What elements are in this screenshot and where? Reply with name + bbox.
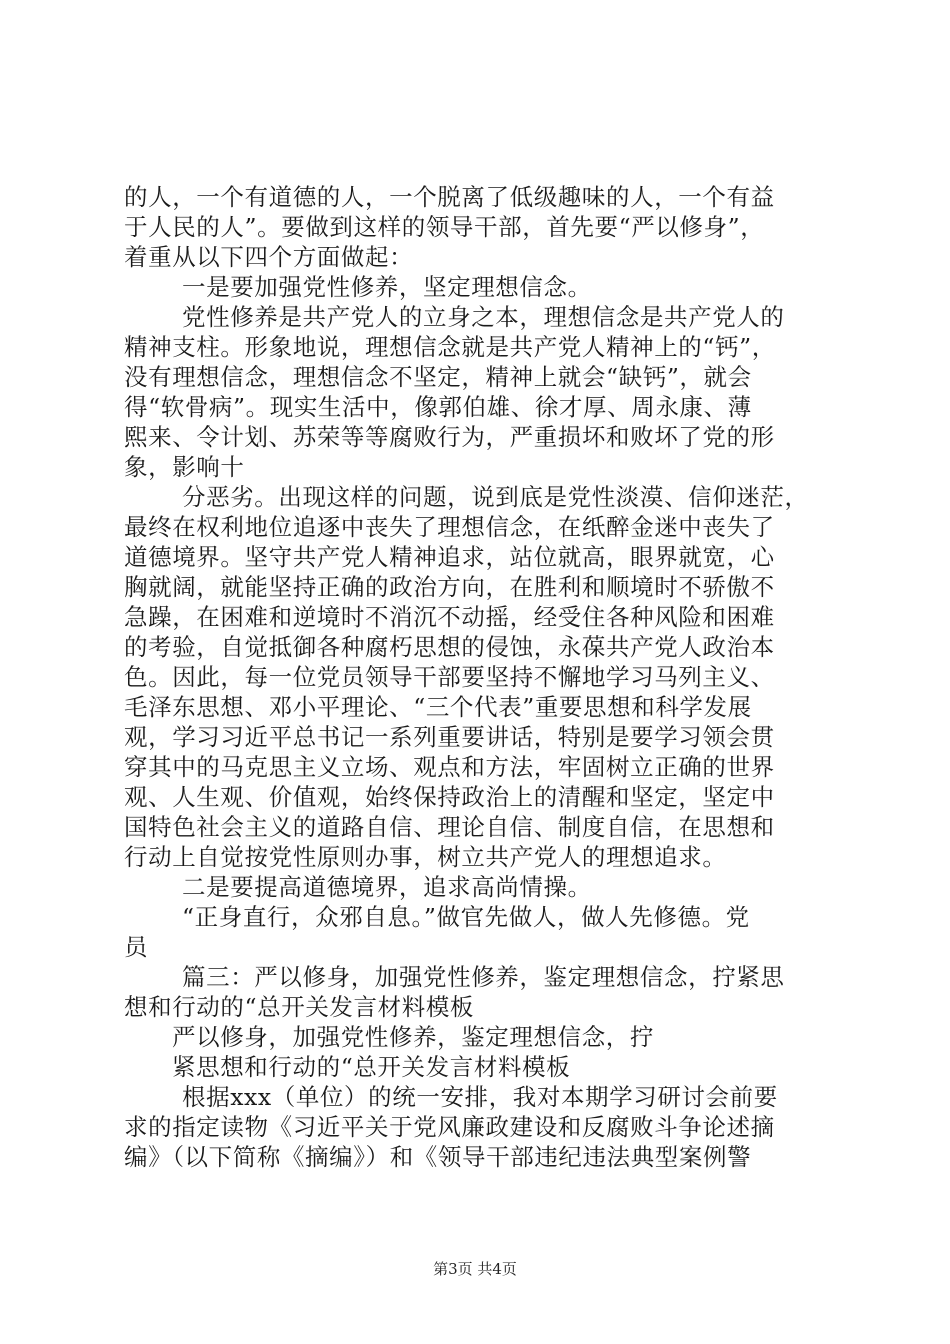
page-number-footer: 第3页 共4页 bbox=[433, 1260, 517, 1278]
article-title: 想和行动的“总开关发言材料模板 bbox=[124, 993, 475, 1021]
text-line: 没有理想信念，理想信念不坚定，精神上就会“缺钙”，就会 bbox=[124, 363, 752, 391]
text-line: 毛泽东思想、邓小平理论、“三个代表”重要思想和科学发展 bbox=[124, 693, 752, 721]
text-line: 于人民的人”。要做到这样的领导干部，首先要“严以修身”， bbox=[124, 213, 765, 241]
text-line: 根据xxx（单位）的统一安排，我对本期学习研讨会前要 bbox=[182, 1083, 778, 1111]
text-line: 求的指定读物《习近平关于党风廉政建设和反腐败斗争论述摘 bbox=[124, 1113, 775, 1141]
text-line: 道德境界。坚守共产党人精神追求，站位就高，眼界就宽，心 bbox=[124, 543, 775, 571]
text-line: 分恶劣。出现这样的问题，说到底是党性淡漠、信仰迷茫， bbox=[182, 483, 809, 511]
text-line: 党性修养是共产党人的立身之本，理想信念是共产党人的 bbox=[182, 303, 785, 331]
text-line: 着重从以下四个方面做起： bbox=[124, 243, 414, 271]
text-line: 得“软骨病”。现实生活中，像郭伯雄、徐才厚、周永康、薄 bbox=[124, 393, 752, 421]
text-line: 行动上自觉按党性原则办事，树立共产党人的理想追求。 bbox=[124, 843, 727, 871]
text-line: 胸就阔，就能坚持正确的政治方向，在胜利和顺境时不骄傲不 bbox=[124, 573, 775, 601]
text-line: 熙来、令计划、苏荣等等腐败行为，严重损坏和败坏了党的形 bbox=[124, 423, 775, 451]
text-line: 穿其中的马克思主义立场、观点和方法，牢固树立正确的世界 bbox=[124, 753, 775, 781]
text-line: 色。因此，每一位党员领导干部要坚持不懈地学习马列主义、 bbox=[124, 663, 775, 691]
text-line: 观、人生观、价值观，始终保持政治上的清醒和坚定，坚定中 bbox=[124, 783, 775, 811]
text-line: 国特色社会主义的道路自信、理论自信、制度自信，在思想和 bbox=[124, 813, 775, 841]
text-line: “正身直行，众邪自息。”做官先做人，做人先修德。党 bbox=[182, 903, 750, 931]
text-line: 的人，一个有道德的人，一个脱离了低级趣味的人，一个有益 bbox=[124, 183, 775, 211]
text-line: 的考验，自觉抵御各种腐朽思想的侵蚀，永葆共产党人政治本 bbox=[124, 633, 775, 661]
subtitle-line: 紧思想和行动的“总开关发言材料模板 bbox=[172, 1053, 571, 1081]
article-title: 篇三：严以修身，加强党性修养，鉴定理想信念，拧紧思 bbox=[182, 963, 785, 991]
section-heading: 一是要加强党性修养，坚定理想信念。 bbox=[182, 273, 592, 301]
text-line: 员 bbox=[124, 933, 149, 961]
text-line: 编》（以下简称《摘编》）和《领导干部违纪违法典型案例警 bbox=[124, 1143, 752, 1171]
text-line: 精神支柱。形象地说，理想信念就是共产党人精神上的“钙”， bbox=[124, 333, 776, 361]
text-line: 观，学习习近平总书记一系列重要讲话，特别是要学习领会贯 bbox=[124, 723, 775, 751]
body-text bbox=[124, 182, 834, 1172]
subtitle-line: 严以修身，加强党性修养，鉴定理想信念，拧 bbox=[172, 1023, 654, 1051]
text-line: 最终在权利地位追逐中丧失了理想信念，在纸醉金迷中丧失了 bbox=[124, 513, 775, 541]
text-line: 急躁，在困难和逆境时不消沉不动摇，经受住各种风险和困难 bbox=[124, 603, 775, 631]
section-heading: 二是要提高道德境界，追求高尚情操。 bbox=[182, 873, 592, 901]
text-line: 象，影响十 bbox=[124, 453, 245, 481]
